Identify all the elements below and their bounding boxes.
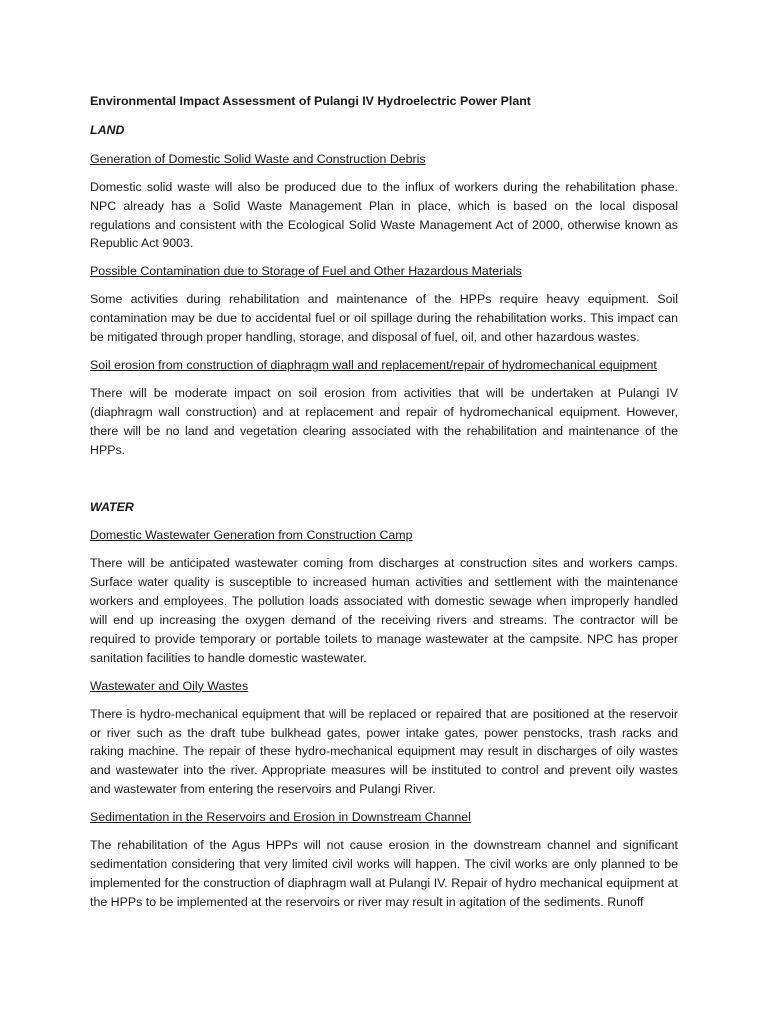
section-heading-water: WATER — [90, 499, 134, 514]
paragraph-domestic-wastewater: There will be anticipated wastewater coming from discharges at construction sites and workers camps. Surface water quality is susceptible to increased human activities and settlement with the maintenance workers and employees. The pollution loads associated with domestic sewage when improperly handled will end up increasing the oxygen demand of the receiving rivers and streams. The contractor will be required to provide temporary or portable toilets to manage wastewater at the campsite. NPC has proper sanitation facilities to handle domestic wastewater. — [90, 556, 678, 665]
paragraph-fuel-contamination: Some activities during rehabilitation and maintenance of the HPPs require heavy equipment. Soil contamination may be due to accidental fuel or oil spillage during the rehabilitation works. This impact can be mitigated through proper handling, storage, and disposal of fuel, oil, and other hazardous wastes. — [90, 292, 678, 345]
document-title: Environmental Impact Assessment of Pulangi IV Hydroelectric Power Plant — [90, 94, 531, 108]
subheading-domestic-wastewater: Domestic Wastewater Generation from Construction Camp — [90, 528, 413, 543]
section-spacer — [90, 469, 678, 498]
subheading-fuel-contamination: Possible Contamination due to Storage of Fuel and Other Hazardous Materials — [90, 264, 522, 279]
subheading-sedimentation: Sedimentation in the Reservoirs and Erosion in Downstream Channel — [90, 810, 471, 825]
subheading-solid-waste: Generation of Domestic Solid Waste and Construction Debris — [90, 151, 426, 166]
paragraph-sedimentation: The rehabilitation of the Agus HPPs will not cause erosion in the downstream channel and significant sedimentation considering that very limited civil works will happen. The civil works are only planned to be implemented for the construction of diaphragm wall at Pulangi IV. Repair of hydro mechanical equipment at the HPPs to be implemented at the reservoirs or river may result in agitation of the sediments. Runoff — [90, 838, 678, 909]
document-page — [90, 92, 678, 921]
paragraph-solid-waste: Domestic solid waste will also be produced due to the influx of workers during the rehabilitation phase. NPC already has a Solid Waste Management Plan in place, which is based on the local disposal regulations and consistent with the Ecological Solid Waste Management Act of 2000, otherwise known as Republic Act 9003. — [90, 179, 678, 251]
subheading-soil-erosion: Soil erosion from construction of diaphragm wall and replacement/repair of hydromechanical equipment — [90, 357, 657, 372]
subheading-oily-wastes: Wastewater and Oily Wastes — [90, 678, 249, 693]
paragraph-soil-erosion: There will be moderate impact on soil erosion from activities that will be undertaken at Pulangi IV (diaphragm wall construction) and at replacement and repair of hydromechanical equipment. However, there will be no land and vegetation clearing associated with the rehabilitation and maintenance of the HPPs. — [90, 385, 678, 457]
section-heading-land: LAND — [90, 122, 125, 137]
paragraph-oily-wastes: There is hydro-mechanical equipment that will be replaced or repaired that are positioned at the reservoir or river such as the draft tube bulkhead gates, power intake gates, power penstocks, trash racks and raking machine. The repair of these hydro-mechanical equipment may result in discharges of oily wastes and wastewater into the river. Appropriate measures will be instituted to control and prevent oily wastes and wastewater from entering the reservoirs and Pulangi River. — [90, 706, 678, 797]
